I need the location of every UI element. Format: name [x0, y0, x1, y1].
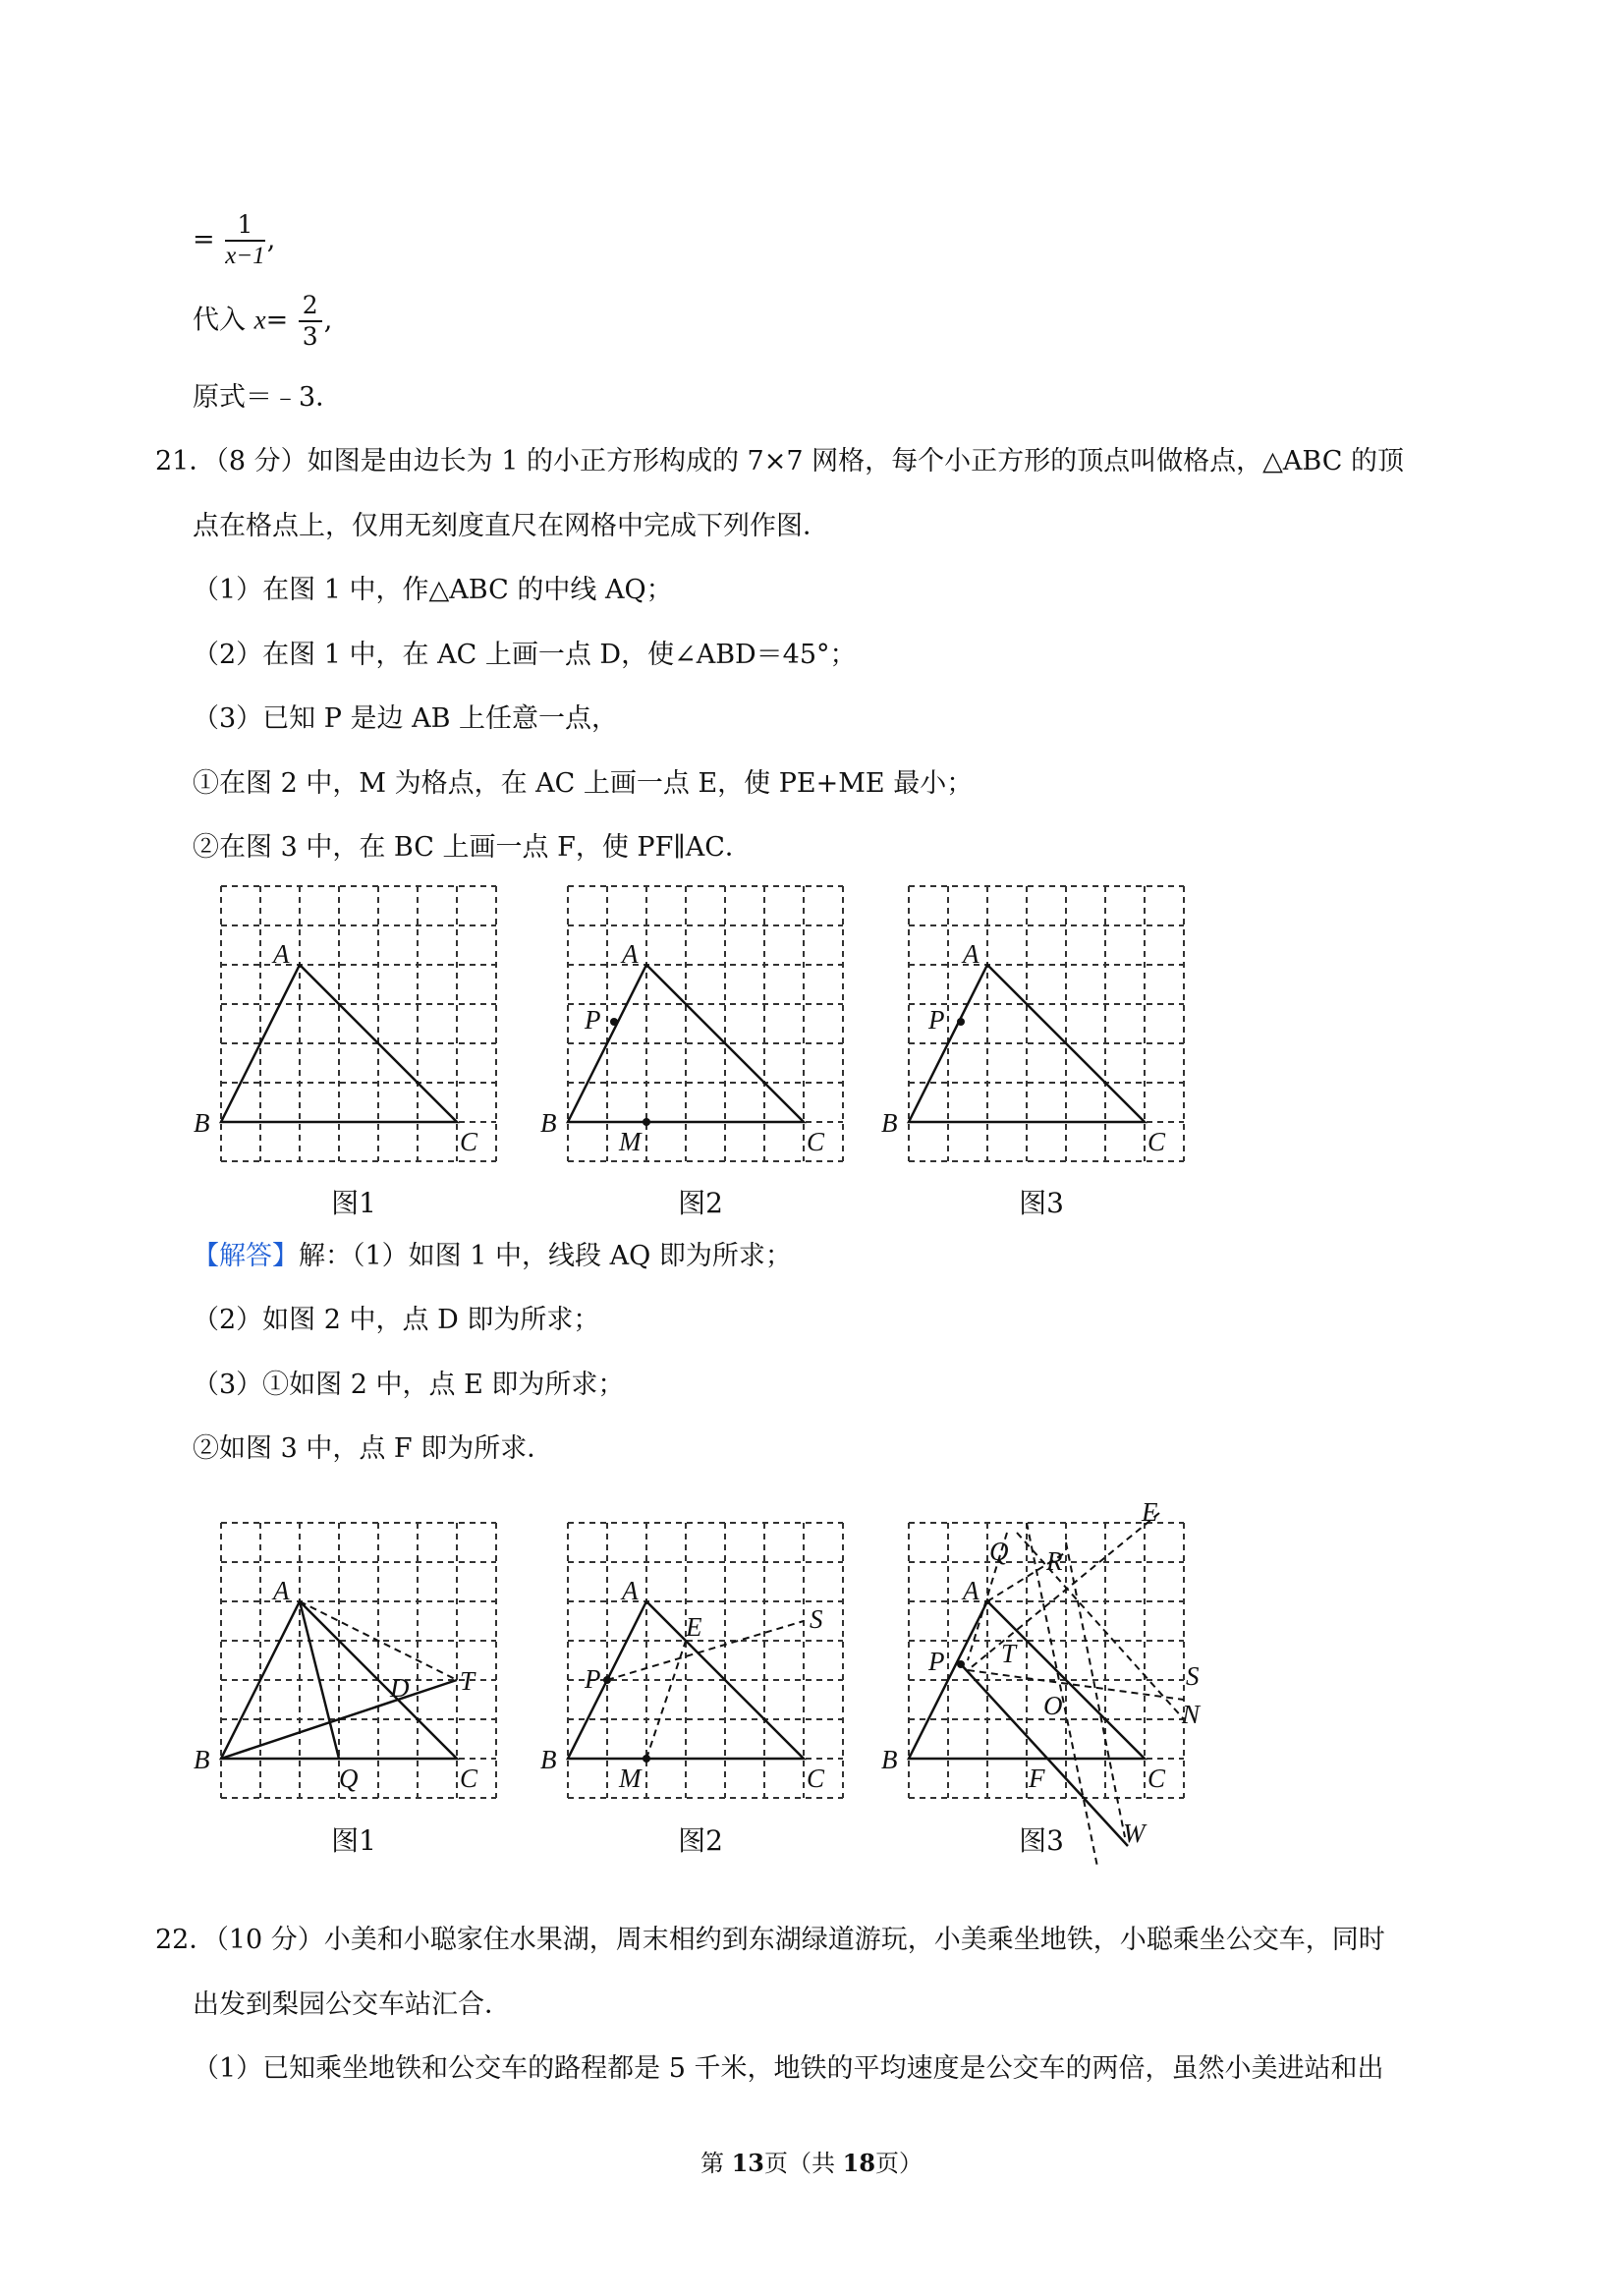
- label-p: P: [585, 1005, 601, 1035]
- answer-tag: 【解答】: [193, 1241, 299, 1271]
- label-f: F: [1029, 1764, 1045, 1793]
- caption-fig-1: 图1: [331, 1187, 376, 1219]
- result-line: 原式＝﹣3．: [193, 382, 343, 413]
- comma: ,: [266, 224, 276, 255]
- label-s: S: [810, 1604, 823, 1634]
- point-p-dot: [603, 1676, 611, 1684]
- label-r: R: [1046, 1546, 1063, 1576]
- point-p-dot: [610, 1018, 618, 1026]
- label-o: O: [1043, 1691, 1063, 1720]
- q22-part-1: （1）已知乘坐地铁和公交车的路程都是 5 千米，地铁的平均速度是公交车的两倍，虽然小美进站和出: [193, 2053, 1384, 2084]
- footer-mid: 页（共: [764, 2150, 843, 2177]
- label-p: P: [928, 1005, 945, 1035]
- label-e: E: [1142, 1497, 1158, 1527]
- label-a: A: [963, 1576, 979, 1605]
- q21-line-2: 点在格点上，仅用无刻度直尺在网格中完成下列作图．: [193, 511, 829, 541]
- fraction-1-numerator: 1: [225, 210, 264, 242]
- equals-sign: =: [193, 224, 215, 255]
- equals-sign-2: =: [265, 305, 289, 336]
- variable-x: x: [253, 305, 266, 335]
- label-b: B: [194, 1108, 210, 1138]
- q21-part-3: （3）已知 P 是边 AB 上任意一点，: [193, 703, 619, 734]
- answer-figure-2: [529, 1513, 863, 1827]
- label-c: C: [460, 1127, 478, 1156]
- q21-part-3b: ②在图 3 中，在 BC 上画一点 F，使 PF∥AC．: [193, 832, 752, 863]
- label-c: C: [807, 1764, 825, 1793]
- q21-figure-1: [182, 876, 506, 1191]
- answer-caption-fig-3: 图3: [1019, 1824, 1064, 1857]
- page-total: 18: [842, 2149, 876, 2177]
- q22-line-1: 22．（10 分）小美和小聪家住水果湖，周末相约到东湖绿道游玩，小美乘坐地铁，小聪乘坐公交车，同时: [155, 1925, 1385, 1955]
- fraction-2-denominator: 3: [302, 322, 318, 351]
- label-p: P: [585, 1664, 601, 1694]
- page-number: 13: [731, 2149, 764, 2177]
- label-c: C: [807, 1127, 825, 1156]
- label-a: A: [273, 939, 290, 969]
- substitution-line: [193, 291, 332, 354]
- answer-line-1: [193, 1240, 792, 1273]
- label-b: B: [881, 1745, 898, 1774]
- label-b: B: [194, 1745, 210, 1774]
- label-b: B: [540, 1108, 557, 1138]
- label-m: M: [619, 1764, 642, 1793]
- answer-line-4: ②如图 3 中，点 F 即为所求．: [193, 1433, 554, 1464]
- answer-figure-1: [182, 1513, 506, 1827]
- q21-figure-3: [869, 876, 1194, 1191]
- label-e: E: [686, 1612, 702, 1642]
- answer-text-1: 解：（1）如图 1 中，线段 AQ 即为所求；: [299, 1241, 792, 1271]
- label-c: C: [1147, 1127, 1166, 1156]
- answer-line-3: （3）①如图 2 中，点 E 即为所求；: [193, 1370, 625, 1400]
- label-m: M: [619, 1127, 642, 1156]
- fraction-1: [225, 210, 264, 271]
- label-a: A: [273, 1576, 290, 1605]
- point-m-dot: [643, 1118, 650, 1126]
- fraction-1-denominator: x−1: [225, 243, 265, 269]
- label-t: T: [1001, 1639, 1017, 1668]
- label-q: Q: [339, 1764, 359, 1793]
- label-n: N: [1182, 1700, 1201, 1729]
- expression-line-1: [193, 210, 275, 273]
- label-c: C: [1147, 1764, 1166, 1793]
- caption-fig-2: 图2: [678, 1187, 723, 1219]
- label-w: W: [1123, 1819, 1146, 1848]
- q21-part-2: （2）在图 1 中，在 AC 上画一点 D，使∠ABD＝45°；: [193, 640, 857, 670]
- q22-line-2: 出发到梨园公交车站汇合．: [193, 1989, 511, 2020]
- label-a: A: [622, 1576, 639, 1605]
- comma-2: ,: [323, 305, 333, 336]
- page-footer: [0, 2144, 1623, 2178]
- point-p-dot: [957, 1660, 965, 1668]
- fraction-2-numerator: 2: [299, 291, 322, 322]
- point-m-dot: [643, 1755, 650, 1763]
- q21-part-1: （1）在图 1 中，作△ABC 的中线 AQ；: [193, 575, 673, 605]
- q21-line-1: 21．（8 分）如图是由边长为 1 的小正方形构成的 7×7 网格，每个小正方形的顶点叫做格点，△ABC 的顶: [155, 446, 1404, 476]
- label-c: C: [460, 1764, 478, 1793]
- caption-fig-3: 图3: [1019, 1187, 1064, 1219]
- fraction-2: [299, 291, 322, 352]
- footer-post: 页）: [875, 2150, 923, 2177]
- label-s: S: [1186, 1661, 1200, 1691]
- answer-caption-fig-1: 图1: [331, 1824, 376, 1857]
- label-a: A: [622, 939, 639, 969]
- footer-pre: 第: [700, 2150, 732, 2177]
- label-t: T: [460, 1666, 476, 1696]
- point-p-dot: [957, 1018, 965, 1026]
- q21-figure-2: [529, 876, 853, 1191]
- q21-part-3a: ①在图 2 中，M 为格点，在 AC 上画一点 E，使 PE+ME 最小；: [193, 768, 974, 799]
- label-b: B: [540, 1745, 557, 1774]
- label-p: P: [928, 1647, 945, 1676]
- answer-caption-fig-2: 图2: [678, 1824, 723, 1857]
- label-q: Q: [989, 1537, 1009, 1566]
- label-a: A: [963, 939, 979, 969]
- answer-line-2: （2）如图 2 中，点 D 即为所求；: [193, 1305, 600, 1335]
- label-b: B: [881, 1108, 898, 1138]
- label-d: D: [390, 1673, 410, 1703]
- substitute-text: 代入: [193, 305, 254, 336]
